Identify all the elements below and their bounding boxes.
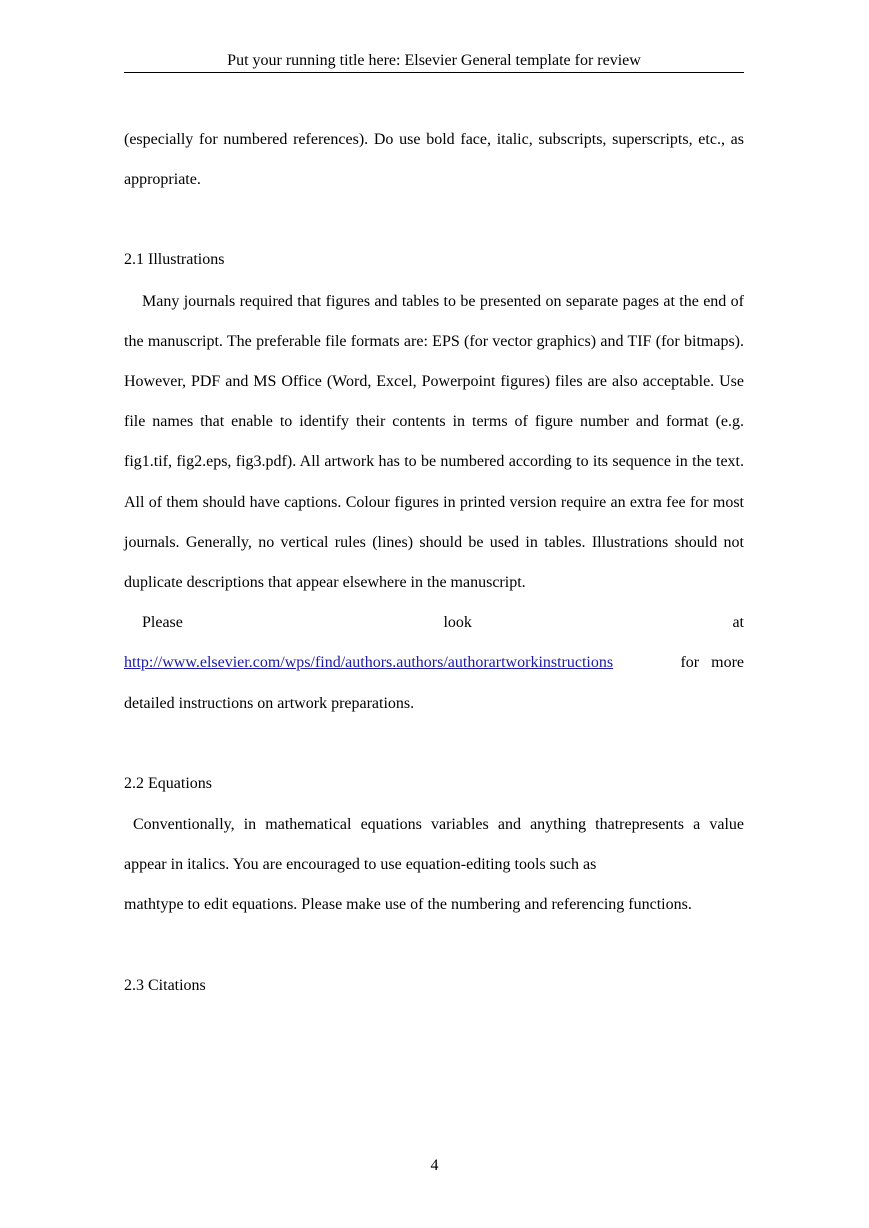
section-heading-equations: 2.2 Equations bbox=[124, 774, 212, 792]
artwork-link-line bbox=[124, 643, 744, 683]
at-word: at bbox=[732, 614, 744, 632]
section-spacer bbox=[124, 926, 744, 966]
section-heading-citations: 2.3 Citations bbox=[124, 976, 206, 994]
look-word: look bbox=[443, 614, 472, 632]
equations-paragraph: Conventionally, in mathematical equations variables and anything thatrepresents a value appear in italics. You are encouraged to use equation-editing tools such as bbox=[124, 816, 744, 874]
page-number: 4 bbox=[430, 1157, 439, 1174]
section-spacer bbox=[124, 200, 744, 240]
artwork-closing-text: detailed instructions on artwork preparations. bbox=[124, 694, 415, 712]
illustrations-paragraph: Many journals required that figures and tables to be presented on separate pages at the end of the manuscript. The preferable file formats are: EPS (for vector graphics) and TIF (for bitmaps). However, PDF and MS Office (Word, Excel, Powerpoint figures) files are also acceptable. Use file names that enable to identify their contents in terms of figure number and format (e.g. fig1.tif, fig2.eps, fig3.pdf). All artwork has to be numbered according to its sequence in the text. All of them should have captions. Colour figures in printed version require an extra fee for most journals. Generally, no vertical rules (lines) should be used in tables. Illustrations should not duplicate descriptions that appear elsewhere in the manuscript. bbox=[124, 292, 744, 592]
intro-paragraph: (especially for numbered references). Do use bold face, italic, subscripts, superscripts, etc., as appropriate. bbox=[124, 131, 744, 189]
equations-paragraph-last-line: mathtype to edit equations. Please make use of the numbering and referencing functions. bbox=[124, 896, 692, 914]
more-word: more bbox=[711, 654, 744, 672]
artwork-instructions-link[interactable]: http://www.elsevier.com/wps/find/authors.authors/authorartworkinstructions bbox=[124, 654, 614, 672]
for-word: for bbox=[680, 654, 700, 672]
running-title: Put your running title here: Elsevier General template for review bbox=[124, 50, 744, 73]
artwork-instructions-line bbox=[124, 603, 744, 643]
page-body bbox=[124, 120, 744, 1006]
section-spacer bbox=[124, 724, 744, 764]
please-word: Please bbox=[142, 614, 183, 632]
section-heading-illustrations: 2.1 Illustrations bbox=[124, 251, 225, 269]
link-trailing-text bbox=[680, 643, 744, 683]
